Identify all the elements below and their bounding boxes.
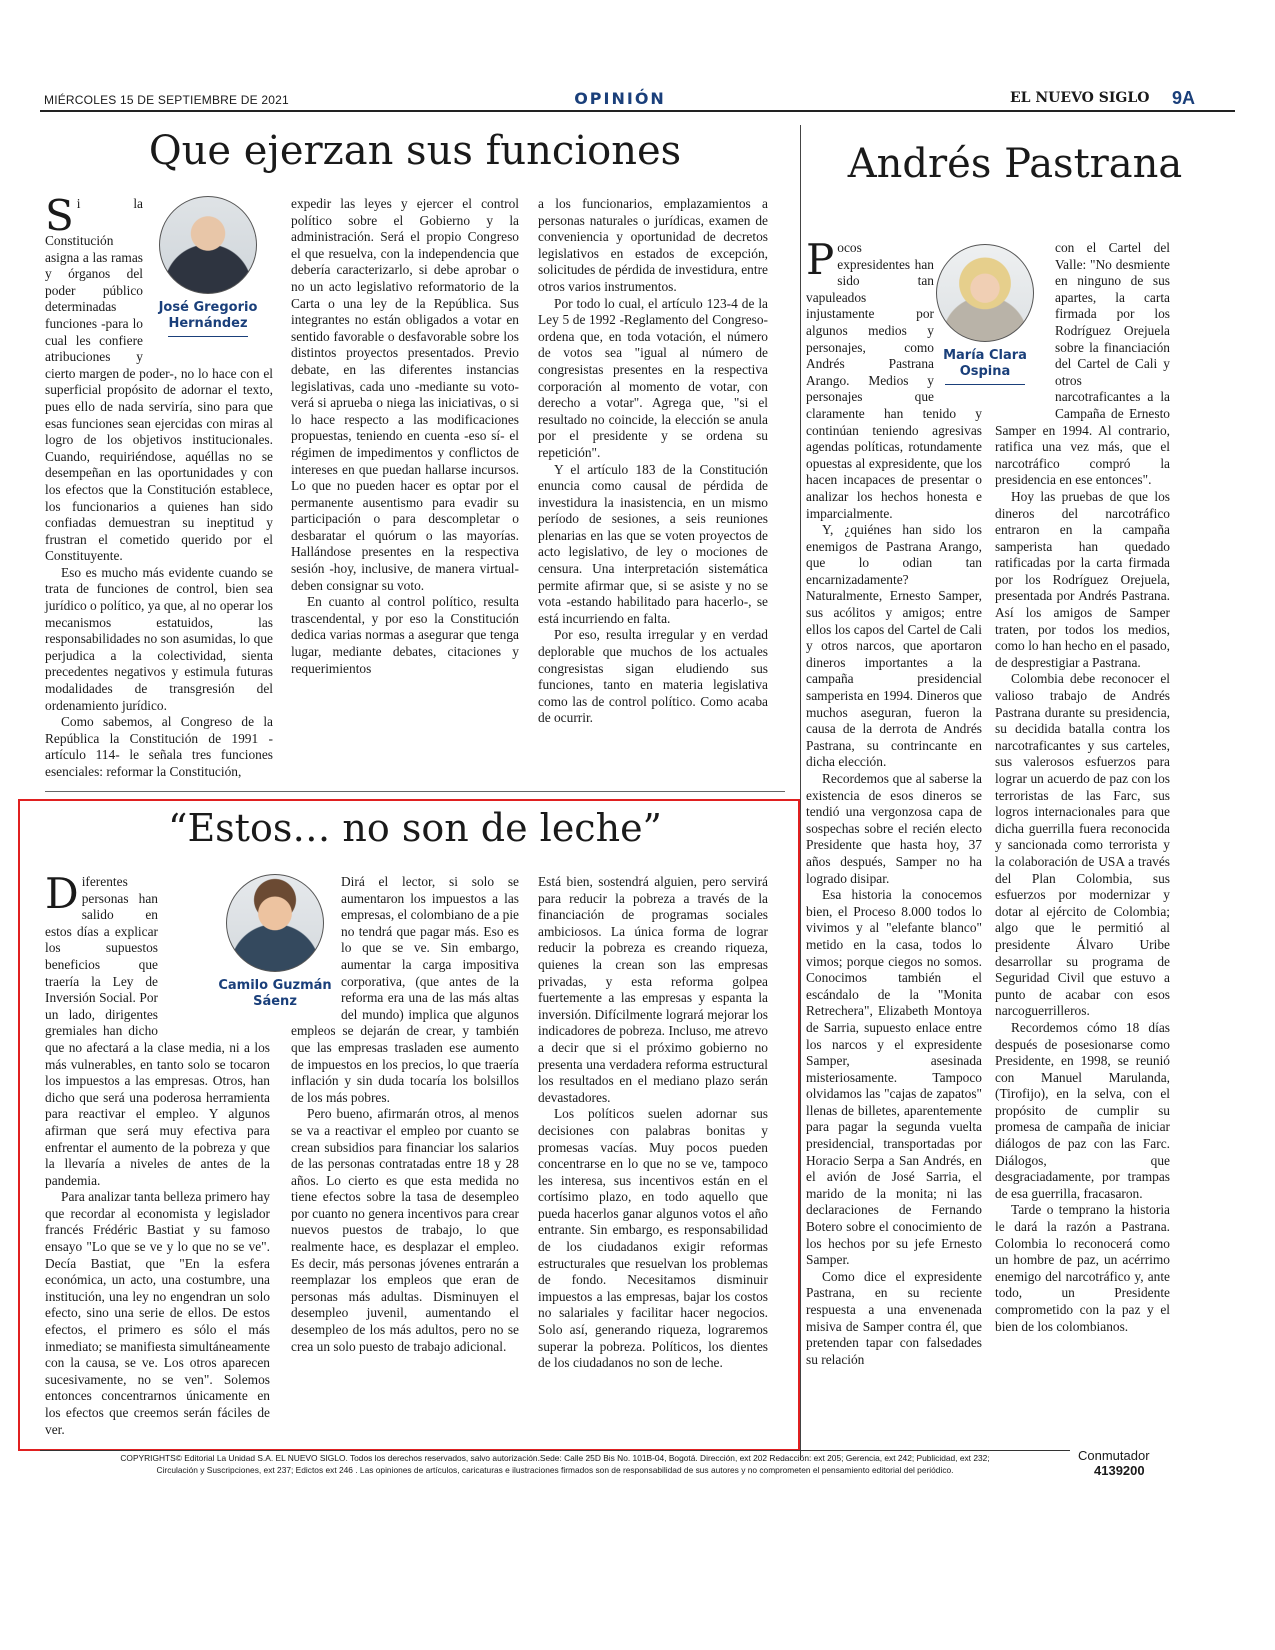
- paragraph: Esa historia la conocemos bien, el Proceso 8.000 todos lo vivimos y al "elefante blanco" metido en la casa, todos lo vimos; porque ciegos no somos. Conocimos también el escándalo de la "Monita Retrechera", Elizabeth Montoya de Sarria, supuesto enlace entre los narcos y el expresidente Samper, asesinada misteriosamente. Tampoco olvidamos las "cajas de zapatos" llenas de billetes, aparentemente para pagar la segunda vuelta presidencial, transportadas por Horacio Serpa a San Andrés, en el avión de José Sarria, el marido de la monita; ni las declaraciones de Fernando Botero sobre el conocimiento de los hechos por su jefe Ernesto Samper.: [806, 887, 982, 1268]
- article2-headline: [805, 138, 1225, 190]
- dropcap: D: [45, 869, 79, 918]
- paragraph: Eso es mucho más evidente cuando se trata de funciones de control, bien sea jurídico o político, ya que, al no operar los mecanismos estatuidos, las responsabilidades no son asumidas, lo que perjudica a la colectividad, sienta precedentes negativos y estimula futuras modalidades de transgresión del ordenamiento jurídico.: [45, 564, 273, 713]
- copyright-footer: [40, 1452, 1070, 1476]
- newspaper-brand: EL NUEVO SIGLO: [1010, 90, 1150, 106]
- paragraph: Hoy las pruebas de que los dineros del narcotráfico entraron en la campaña samperista han quedado ratificadas por la carta firmada por los Rodríguez Orejuela, presentada por Andrés Pastrana. Así los amigos de Samper traten, por todos los medios, como lo han hecho en el pasado, de desprestigiar a Pastrana.: [995, 488, 1170, 670]
- paragraph: ocos expresidentes han sido tan vapuleados injustamente por algunos medios y personajes, como Andrés Pastrana Arango. Medios y personajes que claramente han tenido y continúan teniendo agresivas agendas políticas, rotundamente opuestas al expresidente, que los hacen incapaces de presentar o analizar los hechos honesta e imparcialmente.: [806, 240, 982, 521]
- dropcap: P: [806, 235, 835, 284]
- paragraph: En cuanto al control político, resulta trascendental, y por eso la Constitución dedica varias normas a asegurar que tenga lugar, mediante debates, citaciones y requerimientos: [291, 594, 519, 676]
- paragraph: Por todo lo cual, el artículo 123-4 de la Ley 5 de 1992 -Reglamento del Congreso- ordena que, en toda votación, el número de votos sea "igual al número de congresistas presentes en la respectiva corporación al momento de votar, con derecho a votar". Agrega que, "si el resultado no coincide, la elección se anula por el presidente y se ordena su repetición".: [538, 295, 768, 460]
- paragraph: Tarde o temprano la historia le dará la razón a Pastrana. Colombia lo reconocerá como un hombre de paz, un acérrimo enemigo del narcotráfico y, ante todo, un Presidente comprometido con la paz y el bien de los colombianos.: [995, 1202, 1170, 1334]
- column-divider: [800, 125, 801, 1460]
- article3-headline: “Estos… no son de leche”: [168, 806, 662, 850]
- paragraph: Y, ¿quiénes han sido los enemigos de Pastrana Arango, que lo odian tan encarnizadamente? Naturalmente, Ernesto Samper, sus acólitos y amigos; entre ellos los capos del Cartel de Cali y otros narcos, que aportaron dineros importantes a la campaña presidencial samperista en 1994. Dineros que muchos aseguran, fueron la causa de la derrota de Andrés Pastrana, su contrincante en dicha elección.: [806, 522, 982, 770]
- paragraph: Como dice el expresidente Pastrana, en su reciente respuesta a una envenenada misiva de Samper contra él, que pretenden tapar con falsedades su relación: [806, 1268, 982, 1367]
- header-rule: [40, 110, 1235, 112]
- paragraph: Y el artículo 183 de la Constitución enuncia como causal de pérdida de investidura la inasistencia, en un mismo período de sesiones, a seis reuniones plenarias en las que se voten proyectos de acto legislativo, de ley o mociones de censura. Una interpretación sistemática permite afirmar que, si se asiste y no se vota -estando habilitado para hacerlo-, se está incurriendo en falta.: [538, 461, 768, 626]
- issue-date: MIÉRCOLES 15 DE SEPTIEMBRE DE 2021: [44, 93, 289, 107]
- article1-author-box: [143, 196, 273, 354]
- article1-column-3: [538, 196, 768, 768]
- article3-author: Camilo Guzmán Sáenz: [218, 978, 332, 1009]
- article2-column-1: [806, 235, 982, 1436]
- paragraph: con el Cartel del Valle: "No desmiente en ninguno de sus apartes, la carta firmada por los Rodríguez Orejuela sobre la financiación del Cartel de Cali y otros narcotraficantes a la Campaña de Ernesto Samper en 1994. Al contrario, ratifica una vez más, que el narcotráfico compró la presidencia en ese entonces".: [995, 240, 1170, 488]
- section-title: OPINIÓN: [574, 89, 666, 108]
- article1-column-2: [291, 196, 519, 768]
- paragraph: Recordemos cómo 18 días después de posesionarse como Presidente, en 1998, se reunió con Manuel Marulanda, (Tirofijo), en la selva, con el propósito de cumplir su promesa de campaña de iniciar diálogos de paz con las Farc. Diálogos, que desgraciadamente, por trampas de esa guerrilla, fracasaron.: [995, 1019, 1170, 1201]
- paragraph: Para analizar tanta belleza primero hay que recordar al economista y legislador francés Frédéric Bastiat y su famoso ensayo "Lo que se ve y lo que no se ve". Decía Bastiat, que "En la esfera económica, un acto, una costumbre, una institución, una ley no engendran un solo efecto, sino una serie de ellos. De estos efectos, el primero es sólo el más inmediato; se manifiesta simultáneamente con la causa, se ve. Los otros aparecen sucesivamente, no se ven". Solemos entonces concentrarnos únicamente en los efectos que creemos serán fáciles de ver.: [45, 1189, 270, 1437]
- paragraph: Por eso, resulta irregular y en verdad deplorable que muchos de los actuales congresistas sigan eludiendo sus funciones, tanto en materia legislativa como las de control político. Como acaba de ocurrir.: [538, 627, 768, 726]
- switchboard-number: 4139200: [1094, 1463, 1145, 1478]
- float-spacer: [995, 240, 1055, 420]
- article1-headline: Que ejerzan sus funciones: [148, 128, 682, 174]
- highlight-box: [18, 799, 800, 1451]
- paragraph: a los funcionarios, emplazamientos a personas naturales o jurídicas, examen de conveniencia y oportunidad de decretos legislativos en estados de excepción, solicitudes de pérdida de investidura, entre otros varios instrumentos.: [538, 196, 768, 294]
- paragraph: iferentes personas han salido en estos días a explicar los supuestos beneficios que traería la Ley de Inversión Social. Por un lado, dirigentes gremiales han dicho que no afectará a la clase media, ni a los más vulnerables, en tanto solo se tocaron los impuestos a las empresas. Otros, han dicho que será una poderosa herramienta para reactivar el empleo. Y algunos afirman que será muy efectiva para enfrentar el aumento de la pobreza y que la llevaría a niveles de antes de la pandemia.: [45, 874, 270, 1188]
- paragraph: Como sabemos, al Congreso de la República la Constitución de 1991 -artículo 114- le señala tres funciones esenciales: reformar la Constitución,: [45, 714, 273, 779]
- article2-title: Andrés Pastrana: [847, 141, 1183, 187]
- switchboard-label: Conmutador: [1078, 1448, 1150, 1463]
- paragraph: Pero bueno, afirmarán otros, al menos se va a reactivar el empleo por cuanto se crean subsidios para financiar los salarios de las personas contratadas entre 18 y 28 años. Lo cierto es que esta medida no tiene efectos sobre la tasa de desempleo por cuanto no genera incentivos para crear nuevos puestos de trabajo, lo que realmente hace, es desplazar el empleo. Es decir, más personas jóvenes entrarán a reemplazar los empleos que eran de personas más adultas. Disminuyen el desempleo juvenil, aumentando el desempleo de los más adultos, pero no se crea un solo puesto de trabajo adicional.: [291, 1106, 519, 1354]
- footer-line-2: Circulación y Suscripciones, ext 237; Edictos ext 246 . Las opiniones de artículos, caricaturas e ilustraciones firmados son de responsabilidad de sus autores y no comprometen el pensamiento editorial del periódico.: [156, 1465, 954, 1475]
- paragraph: i la Constitución asigna a las ramas y órganos del poder público determinadas funciones -para lo cual les confiere atribuciones y cierto margen de poder-, no lo hace con el superficial propósito de adornar el texto, pues ello de nada serviría, sino para que esas funciones sean ejercidas con miras al logro de los objetivos institucionales. Cuando, requiriéndose, aquéllas no se desempeñan en las oportunidades y con los efectos que la Constitución establece, los funcionarios a quienes han sido confiadas demuestran su ineptitud y frustran el cometido querido por el Constituyente.: [45, 196, 273, 564]
- dropcap: S: [45, 191, 74, 240]
- paragraph: Los políticos suelen adornar sus decisiones con palabras bonitas y promesas vacías. Muy pocos pueden concentrarse en lo que no se ve, tampoco les interesa, sus incentivos están en el cortísimo plazo, en todo aquello que pueda hacerlos ganar algunos votos el año entrante. Sin embargo, es responsabilidad de los ciudadanos exigir reformas estructurales que resuelvan los problemas de fondo. Necesitamos disminuir impuestos a las empresas, bajar los costos no salariales y facilitar hacer negocios. Solo así, generando riqueza, lograremos superar la pobreza. Políticos, los dientes de los ciudadanos no son de leche.: [538, 1106, 768, 1371]
- paragraph: Dirá el lector, si solo se aumentaron los impuestos a las empresas, el colombiano de a pie no tendrá que pagar más. Eso es lo que se ve. Sin embargo, aumentar la carga impositiva corporativa, (que antes de la reforma era una de las más altas del mundo) implica que algunos empleos se dejarán de crear, y también que las empresas trasladen ese aumento de impuestos en los precios, lo que traería inflación y sin duda tocaría los bolsillos de los más pobres.: [291, 874, 519, 1105]
- article2-column-2: [995, 240, 1170, 1436]
- footer-line-1: COPYRIGHTS© Editorial La Unidad S.A. EL NUEVO SIGLO. Todos los derechos reservados, salvo autorización.Sede: Calle 25D Bis No. 101B-04, Bogotá. Dirección, ext 202 Redacción: ext 205; Gerencia, ext 242; Publicidad, ext 232;: [120, 1453, 990, 1463]
- paragraph: Recordemos que al saberse la existencia de esos dineros se tendió una vergonzosa capa de sospechas sobre el recién electo Presidente que hasta hoy, 37 años después, Samper no ha logrado disipar.: [806, 771, 982, 886]
- page-number: 9A: [1172, 88, 1196, 108]
- article1-author: José Gregorio Hernández: [158, 300, 258, 331]
- paragraph: Colombia debe reconocer el valioso trabajo de Andrés Pastrana durante su presidencia, su decidida batalla contra los narcotraficantes y sus carteles, sus valerosos esfuerzos para lograr un acuerdo de paz con los terroristas de las Farc, sus logros internacionales para que dicha guerrilla fuera reconocida y sancionada como terrorista y la colaboración de USA a través del Plan Colombia, sus esfuerzos por modernizar y dotar al ejército de Colombia; algo que le permitió al presidente Álvaro Uribe desarrollar su programa de Seguridad Civil que estuvo a punto de acabar con esos narcoguerrilleros.: [995, 671, 1170, 1019]
- paragraph: Está bien, sostendrá alguien, pero servirá para reducir la pobreza a través de la financiación de programas sociales ambiciosos. La única forma de lograr reducir la pobreza es creando riqueza, quienes la crean son las empresas privadas, y esta reforma golpea fuertemente a las empresas y espanta la inversión. Difícilmente logrará mejorar los indicadores de pobreza. Incluso, me atrevo a decir que si el próximo gobierno no presenta una verdadera reforma estructural los resultados en el mediano plazo serán devastadores.: [538, 874, 768, 1105]
- article2-author: María Clara Ospina: [943, 348, 1027, 379]
- paragraph: expedir las leyes y ejercer el control político sobre el Gobierno y la administración. Será el propio Congreso el que resuelva, con la independencia que debería caracterizarlo, si debe aprobar o no un acto legislativo reformatorio de la Carta o una ley de la República. Sus integrantes no están obligados a votar en sentido favorable o desfavorable sobre los distintos proyectos presentados. Previo debate, en las diferentes instancias legislativas, cada uno -mediante su voto- verá si aprueba o niega las iniciativas, o si lo hace respecto a las modificaciones propuestas, teniendo en cuenta -eso sí- el régimen de impedimentos y conflictos de intereses en que puedan hallarse incursos. Lo que no pueden hacer es optar por el permanente ausentismo para evadir su participación o para descompletar o desbaratar el quórum o las mayorías. Hallándose presentes en la respectiva sesión -hoy, inclusive, de manera virtual- deben consignar su voto.: [291, 196, 519, 593]
- author-portrait: [159, 196, 257, 294]
- section-separator: [45, 791, 785, 792]
- byline-rule: [168, 336, 248, 337]
- footer-rule: [40, 1450, 1070, 1451]
- article1-column-1: [45, 191, 273, 779]
